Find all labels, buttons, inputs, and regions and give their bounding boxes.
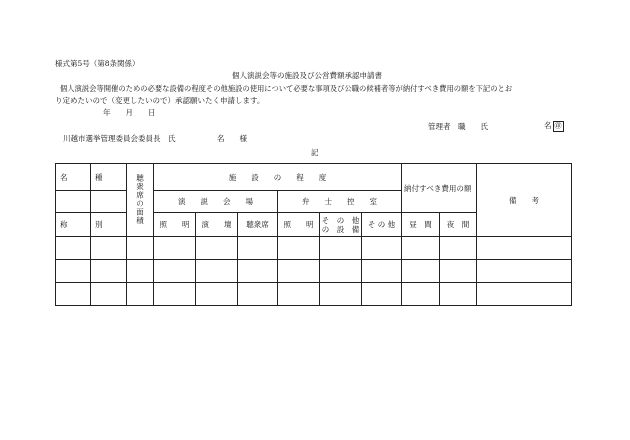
table-row xyxy=(56,283,572,306)
table-cell[interactable] xyxy=(91,283,127,306)
table-cell[interactable] xyxy=(402,260,440,283)
table-cell[interactable] xyxy=(238,283,278,306)
addressee: 川越市選挙管理委員会委員長 氏 xyxy=(63,134,176,143)
table-cell[interactable] xyxy=(362,237,402,260)
table-cell[interactable] xyxy=(154,260,196,283)
header-name-mid xyxy=(56,191,91,213)
body-line-2: り定めたいので（変更したいので）承認願いたく申請します。 xyxy=(55,96,265,105)
table-cell[interactable] xyxy=(238,237,278,260)
header-audience-seats: 聴衆席 xyxy=(238,213,278,237)
table-row xyxy=(56,237,572,260)
header-remarks: 備 考 xyxy=(477,164,572,237)
table-cell[interactable] xyxy=(477,283,572,306)
table-cell[interactable] xyxy=(362,283,402,306)
manager-label: 管理者 職 氏 xyxy=(428,122,488,131)
application-table xyxy=(55,163,572,306)
table-cell[interactable] xyxy=(196,260,238,283)
table-cell[interactable] xyxy=(56,260,91,283)
header-venue: 演 説 会 場 xyxy=(154,191,278,213)
table-cell[interactable] xyxy=(320,260,362,283)
table-cell[interactable] xyxy=(154,237,196,260)
table-cell[interactable] xyxy=(278,283,320,306)
table-cell[interactable] xyxy=(154,283,196,306)
document-title: 個人演説会等の施設及び公営費額承認申請書 xyxy=(232,71,382,80)
table-cell[interactable] xyxy=(320,237,362,260)
applicant-name-field xyxy=(544,121,564,132)
table-cell[interactable] xyxy=(196,237,238,260)
name-label: 名 xyxy=(544,121,552,130)
table-cell[interactable] xyxy=(477,237,572,260)
table-cell[interactable] xyxy=(127,260,154,283)
header-audience-area: 聴衆席の面積 xyxy=(127,164,154,237)
table-cell[interactable] xyxy=(238,260,278,283)
header-facility-level: 施 設 の 程 度 xyxy=(154,164,402,191)
header-podium: 演 壇 xyxy=(196,213,238,237)
table-cell[interactable] xyxy=(56,283,91,306)
table-cell[interactable] xyxy=(320,283,362,306)
table-cell[interactable] xyxy=(362,260,402,283)
header-night: 夜 間 xyxy=(440,213,477,237)
addressee-name-label: 名 様 xyxy=(217,134,247,143)
header-type-mid xyxy=(91,191,127,213)
header-lighting-2: 照 明 xyxy=(278,213,320,237)
table-cell[interactable] xyxy=(278,237,320,260)
table-cell[interactable] xyxy=(196,283,238,306)
table-cell[interactable] xyxy=(440,283,477,306)
header-fee: 納付すべき費用の額 xyxy=(402,164,477,213)
table-cell[interactable] xyxy=(477,260,572,283)
header-lighting: 照 明 xyxy=(154,213,196,237)
table-row xyxy=(56,260,572,283)
table-cell[interactable] xyxy=(91,260,127,283)
header-name-bottom: 称 xyxy=(56,213,91,237)
table-cell[interactable] xyxy=(127,237,154,260)
date-line: 年 月 日 xyxy=(103,108,156,117)
header-waiting-room: 弁 士 控 室 xyxy=(278,191,402,213)
header-type-bottom: 別 xyxy=(91,213,127,237)
ki-heading: 記 xyxy=(311,148,319,157)
header-daytime: 昼 間 xyxy=(402,213,440,237)
table-cell[interactable] xyxy=(440,260,477,283)
table-cell[interactable] xyxy=(278,260,320,283)
table-cell[interactable] xyxy=(56,237,91,260)
header-type-top: 種 xyxy=(91,164,127,191)
form-number: 様式第5号（第8条関係） xyxy=(55,59,140,68)
table-cell[interactable] xyxy=(402,283,440,306)
seal-mark: ㊞ xyxy=(554,122,562,130)
table-cell[interactable] xyxy=(91,237,127,260)
header-other-equipment: そ の 他 の 設 備 xyxy=(320,213,362,237)
table-cell[interactable] xyxy=(402,237,440,260)
header-name-top: 名 xyxy=(56,164,91,191)
header-other: そ の 他 xyxy=(362,213,402,237)
body-line-1: 個人演説会等開催のための必要な設備の程度その他施設の使用について必要な事項及び公職の候補者等が納付すべき費用の額を下記のとお xyxy=(60,84,513,93)
table-cell[interactable] xyxy=(127,283,154,306)
table-cell[interactable] xyxy=(440,237,477,260)
